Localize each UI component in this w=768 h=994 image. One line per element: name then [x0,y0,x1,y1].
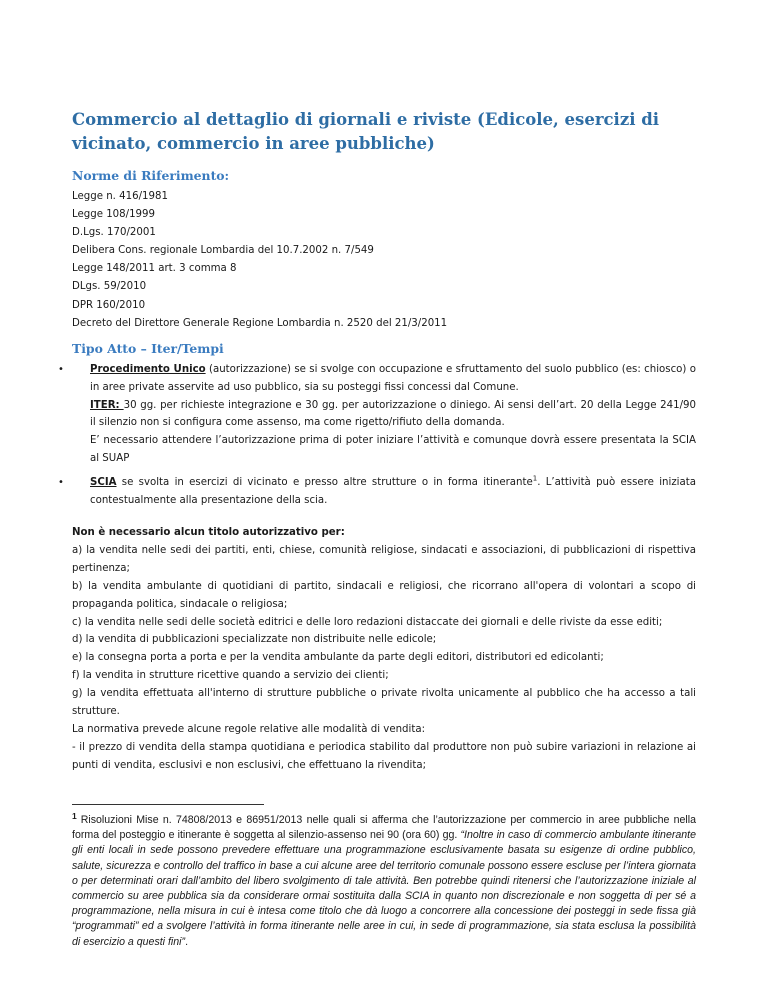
iter-text: 30 gg. per richieste integrazione e 30 gg. per autorizzazione o diniego. Ai sensi dell’art. 20 della Legge 241/90 il silenzio non si configura come assenso, ma come rigetto/rifiuto della domanda. [90,399,696,429]
regole-intro: La normativa prevede alcune regole relative alle modalità di vendita: [72,723,426,735]
document-title: Commercio al dettaglio di giornali e riviste (Edicole, esercizi di vicinato, commercio in aree pubbliche) [72,110,660,153]
non-necessario-item: a) la vendita nelle sedi dei partiti, enti, chiese, comunità religiose, sindacati e associazioni, di pubblicazioni di rispettiva pertinenza; [72,544,696,574]
tipo-list [72,361,696,510]
norme-list [72,188,696,333]
procedimento-item [72,361,696,468]
non-necessario-item: f) la vendita in strutture ricettive quando a servizio dei clienti; [72,670,389,682]
non-necessario-item: c) la vendita nelle sedi delle società editrici e delle loro redazioni distaccate dei giornali e delle riviste da esse editi; [72,616,663,628]
norme-item: Delibera Cons. regionale Lombardia del 10.7.2002 n. 7/549 [72,245,374,257]
procedimento-text: (autorizzazione) se si svolge con occupazione e sfruttamento del suolo pubblico (es: chiosco) o in aree private asservite ad uso pubblico, sia su posteggi fissi concessi dal Comune. [90,363,696,393]
footnote-ref: 1 [532,474,538,483]
tipo-heading: Tipo Atto – Iter/Tempi [72,340,224,356]
footnote-end: . [185,935,189,948]
norme-item: D.Lgs. 170/2001 [72,227,156,239]
scia-item [72,474,696,510]
footnote-mark: 1 [72,811,77,821]
non-necessario-item: g) la vendita effettuata all'interno di strutture pubbliche o private rivolta unicamente al pubblico che ha accesso a tali strutture. [72,688,696,718]
document-body [72,108,696,775]
non-necessario-item: b) la vendita ambulante di quotidiani di partito, sindacali e religiosi, che ricorrano all'opera di volontari a scopo di propaganda politica, sindacale o religiosa; [72,580,696,610]
scia-text-a: se svolta in esercizi di vicinato e presso altre strutture o in forma itinerante [116,477,533,489]
norme-item: Decreto del Direttore Generale Regione Lombardia n. 2520 del 21/3/2011 [72,317,448,329]
procedimento-label: Procedimento Unico [90,363,206,375]
regola-item: - il prezzo di vendita della stampa quotidiana e periodica stabilito dal produttore non può subire variazioni in relazione ai punti di vendita, esclusivi e non esclusivi, che effettuano la rivendita; [72,741,696,771]
norme-item: Legge n. 416/1981 [72,191,168,202]
norme-item: Legge 148/2011 art. 3 comma 8 [72,263,237,275]
footnote [72,813,696,950]
iter-label: ITER: [90,399,124,411]
norme-item: DPR 160/2010 [72,299,146,311]
footnote-quote: “Inoltre in caso di commercio ambulante itinerante gli enti locali in sede possono prevedere effettuare una programmazione esclusivamente basata su esigenze di ordine pubblico, salute, sicurezza e controllo del traffico in base a cui alcune aree del territorio comunale possono essere escluse per l’intera giornata o per determinati orari dall’ambito del libero svolgimento di tale attività. Ben potrebbe quindi ritenersi che l’autorizzazione iniziale al commercio su aree pubblica sia da considerare ormai sostituita dalla SCIA in quanto non discrezionale e non soggetta di per sé a programmazione, nella misura in cui è intesa come titolo che dà luogo a concorrere alla concessione dei posteggi in sede fissa già “programmati” ed a svolgere l’attività in forma itinerante nelle aree in cui, in sede di programmazione, sia stata esclusa la possibilità di esercizio a questi fini” [72,829,696,948]
non-necessario-item: e) la consegna porta a porta e per la vendita ambulante da parte degli editori, distributori ed edicolanti; [72,652,604,664]
norme-item: Legge 108/1999 [72,209,156,221]
scia-text-b: . L’attività può essere iniziata contestualmente alla presentazione della scia. [90,477,696,507]
procedimento-note: E’ necessario attendere l’autorizzazione prima di poter iniziare l’attività e comunque dovrà essere presentata la SCIA al SUAP [90,435,696,465]
norme-item: DLgs. 59/2010 [72,281,147,293]
scia-label: SCIA [90,477,117,489]
non-necessario-item: d) la vendita di pubblicazioni specializzate non distribuite nelle edicole; [72,634,437,646]
norme-heading: Norme di Riferimento: [72,168,230,183]
non-necessario-section [72,524,696,775]
footnote-separator [72,804,264,805]
non-necessario-title: Non è necessario alcun titolo autorizzativo per: [72,527,345,538]
footnote-text: Risoluzioni Mise n. 74808/2013 e 86951/2013 nelle quali si afferma che l’autorizzazione per commercio in aree pubbliche nella forma del posteggio e itinerante è soggetta al silenzio-assenso nei 90 (ora 60) gg. [72,814,696,842]
